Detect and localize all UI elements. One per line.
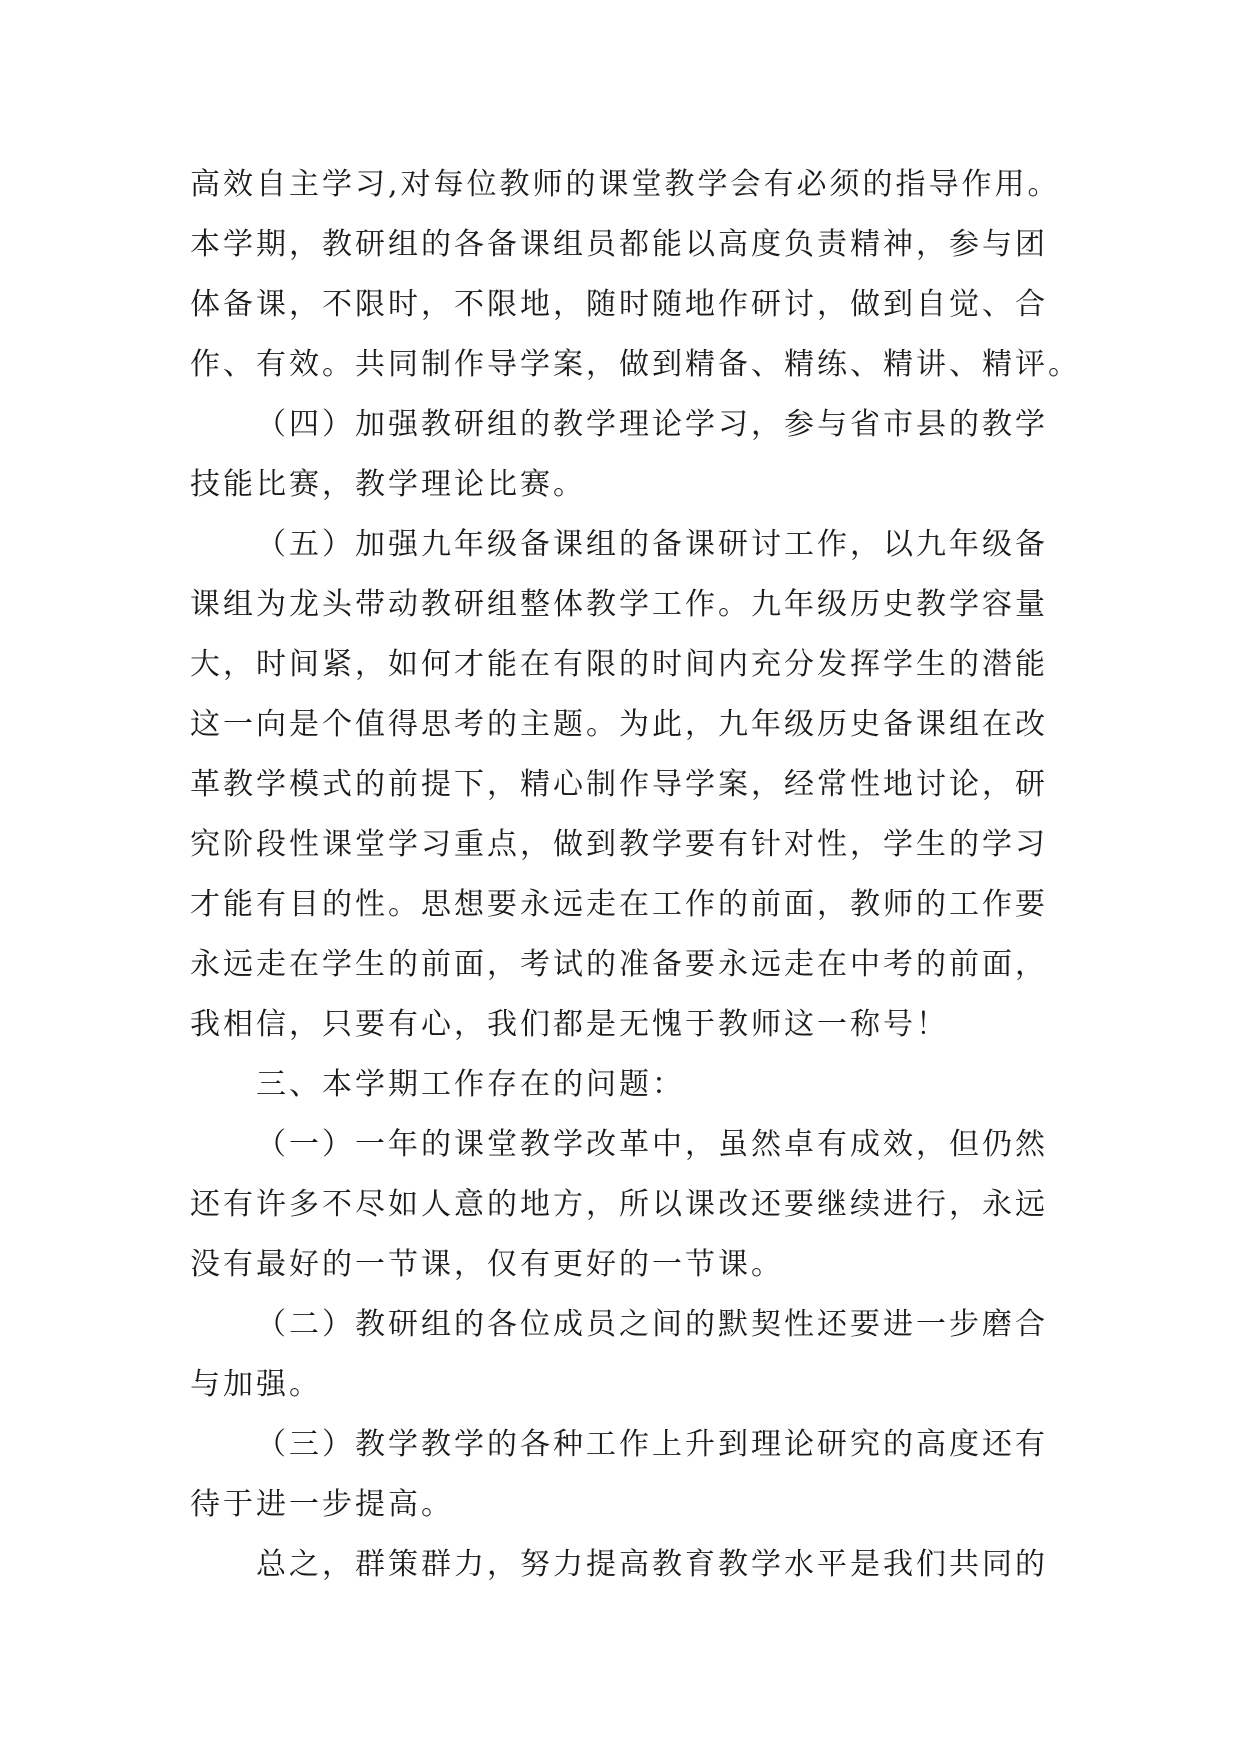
text-line: （一）一年的课堂教学改革中，虽然卓有成效，但仍然: [256, 1127, 1048, 1162]
text-line: （二）教研组的各位成员之间的默契性还要进一步磨合: [256, 1307, 1048, 1342]
text-line: 待于进一步提高。: [190, 1487, 454, 1522]
text-line: 作、有效。共同制作导学案，做到精备、精练、精讲、精评。: [190, 347, 1081, 382]
text-line: 体备课，不限时，不限地，随时随地作研讨，做到自觉、合: [190, 287, 1048, 322]
text-line: 我相信，只要有心，我们都是无愧于教师这一称号！: [190, 1007, 949, 1042]
text-line: 没有最好的一节课，仅有更好的一节课。: [190, 1247, 784, 1282]
text-line: 课组为龙头带动教研组整体教学工作。九年级历史教学容量: [190, 587, 1048, 622]
text-line: 革教学模式的前提下，精心制作导学案，经常性地讨论，研: [190, 767, 1048, 802]
text-line: 与加强。: [190, 1367, 322, 1402]
text-line: 三、本学期工作存在的问题：: [256, 1067, 685, 1102]
document-body: [190, 155, 1090, 1595]
text-line: （三）教学教学的各种工作上升到理论研究的高度还有: [256, 1427, 1048, 1462]
text-line: 本学期，教研组的各备课组员都能以高度负责精神，参与团: [190, 227, 1048, 262]
text-line: 才能有目的性。思想要永远走在工作的前面，教师的工作要: [190, 887, 1048, 922]
text-line: 大，时间紧，如何才能在有限的时间内充分发挥学生的潜能: [190, 647, 1048, 682]
text-line: 永远走在学生的前面，考试的准备要永远走在中考的前面，: [190, 947, 1048, 982]
text-line: 还有许多不尽如人意的地方，所以课改还要继续进行，永远: [190, 1187, 1048, 1222]
text-line: 究阶段性课堂学习重点，做到教学要有针对性，学生的学习: [190, 827, 1048, 862]
text-line: 高效自主学习,对每位教师的课堂教学会有必须的指导作用。: [190, 167, 1061, 202]
text-line: （四）加强教研组的教学理论学习，参与省市县的教学: [256, 407, 1048, 442]
text-line: （五）加强九年级备课组的备课研讨工作，以九年级备: [256, 527, 1048, 562]
text-line: 技能比赛，教学理论比赛。: [190, 467, 586, 502]
text-line: 这一向是个值得思考的主题。为此，九年级历史备课组在改: [190, 707, 1048, 742]
text-line: 总之，群策群力，努力提高教育教学水平是我们共同的: [256, 1547, 1048, 1582]
